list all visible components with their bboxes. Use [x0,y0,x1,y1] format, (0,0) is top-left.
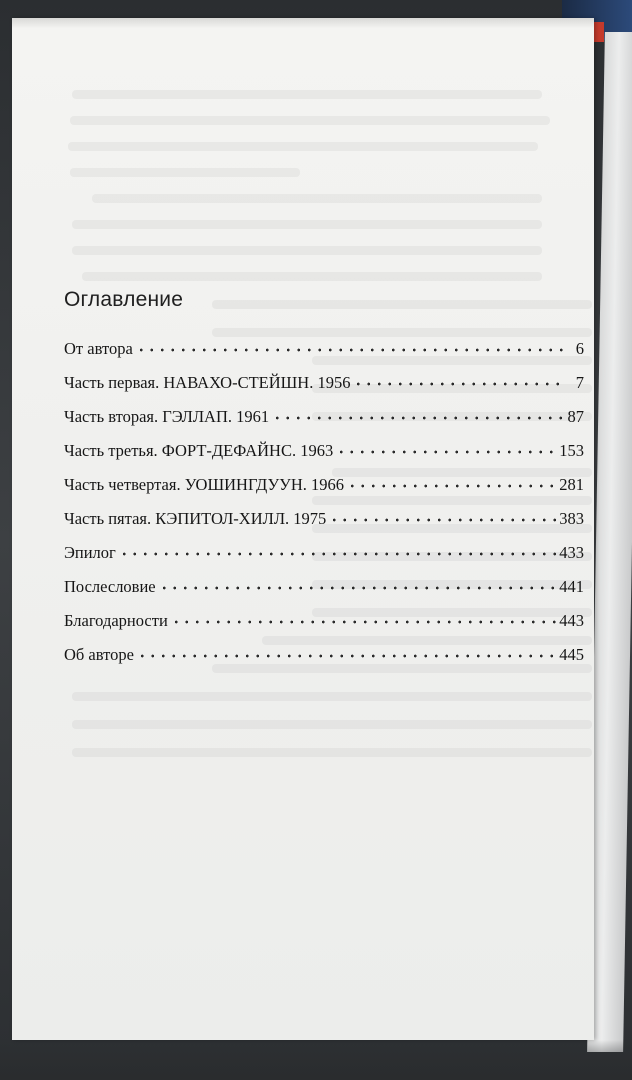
toc-entry-label: Часть пятая. КЭПИТОЛ-ХИЛЛ. 1975 [64,509,327,528]
toc-entry-page: 281 [559,475,584,494]
toc-entry [64,504,584,538]
toc-entry [64,606,584,640]
toc-dot-leader [119,538,556,558]
toc-entry [64,436,584,470]
toc-entry-page: 445 [559,645,584,664]
toc-entry [64,368,584,402]
toc-entry-label: Часть первая. НАВАХО-СТЕЙШН. 1956 [64,373,351,392]
toc-entry [64,572,584,606]
toc-entry-page: 87 [567,407,584,426]
page-top-shadow [12,18,594,28]
toc-entry-label: Часть третья. ФОРТ-ДЕФАЙНС. 1963 [64,441,334,460]
toc-list [64,334,584,674]
toc-entry [64,538,584,572]
toc-dot-leader [329,504,556,524]
toc-entry-page: 6 [575,339,584,358]
toc-entry [64,470,584,504]
toc-entry-page: 383 [559,509,584,528]
toc-entry-page: 441 [559,577,584,596]
toc-dot-leader [171,606,556,626]
toc-entry-label: Эпилог [64,543,116,562]
toc-dot-leader [159,572,557,592]
toc-entry-label: Об авторе [64,645,134,664]
toc-entry-page: 443 [559,611,584,630]
toc-entry-page: 433 [559,543,584,562]
toc-entry-label: Часть четвертая. УОШИНГДУУН. 1966 [64,475,345,494]
book-page [12,18,594,1040]
toc-entry [64,334,584,368]
toc-dot-leader [137,640,556,660]
toc-entry-page: 7 [575,373,584,392]
toc-entry-label: Послесловие [64,577,156,596]
toc-entry [64,402,584,436]
toc-entry-label: Часть вторая. ГЭЛЛАП. 1961 [64,407,270,426]
table-of-contents [64,288,584,674]
toc-dot-leader [347,470,556,490]
bookmark-ribbon [594,22,604,42]
bottom-shadow [0,1040,632,1080]
toc-entry-page: 153 [559,441,584,460]
toc-title: Оглавление [64,288,184,311]
toc-entry [64,640,584,674]
toc-entry-label: От автора [64,339,133,358]
toc-dot-leader [353,368,567,388]
toc-dot-leader [136,334,567,354]
toc-entry-label: Благодарности [64,611,168,630]
toc-dot-leader [272,402,564,422]
toc-dot-leader [336,436,556,456]
